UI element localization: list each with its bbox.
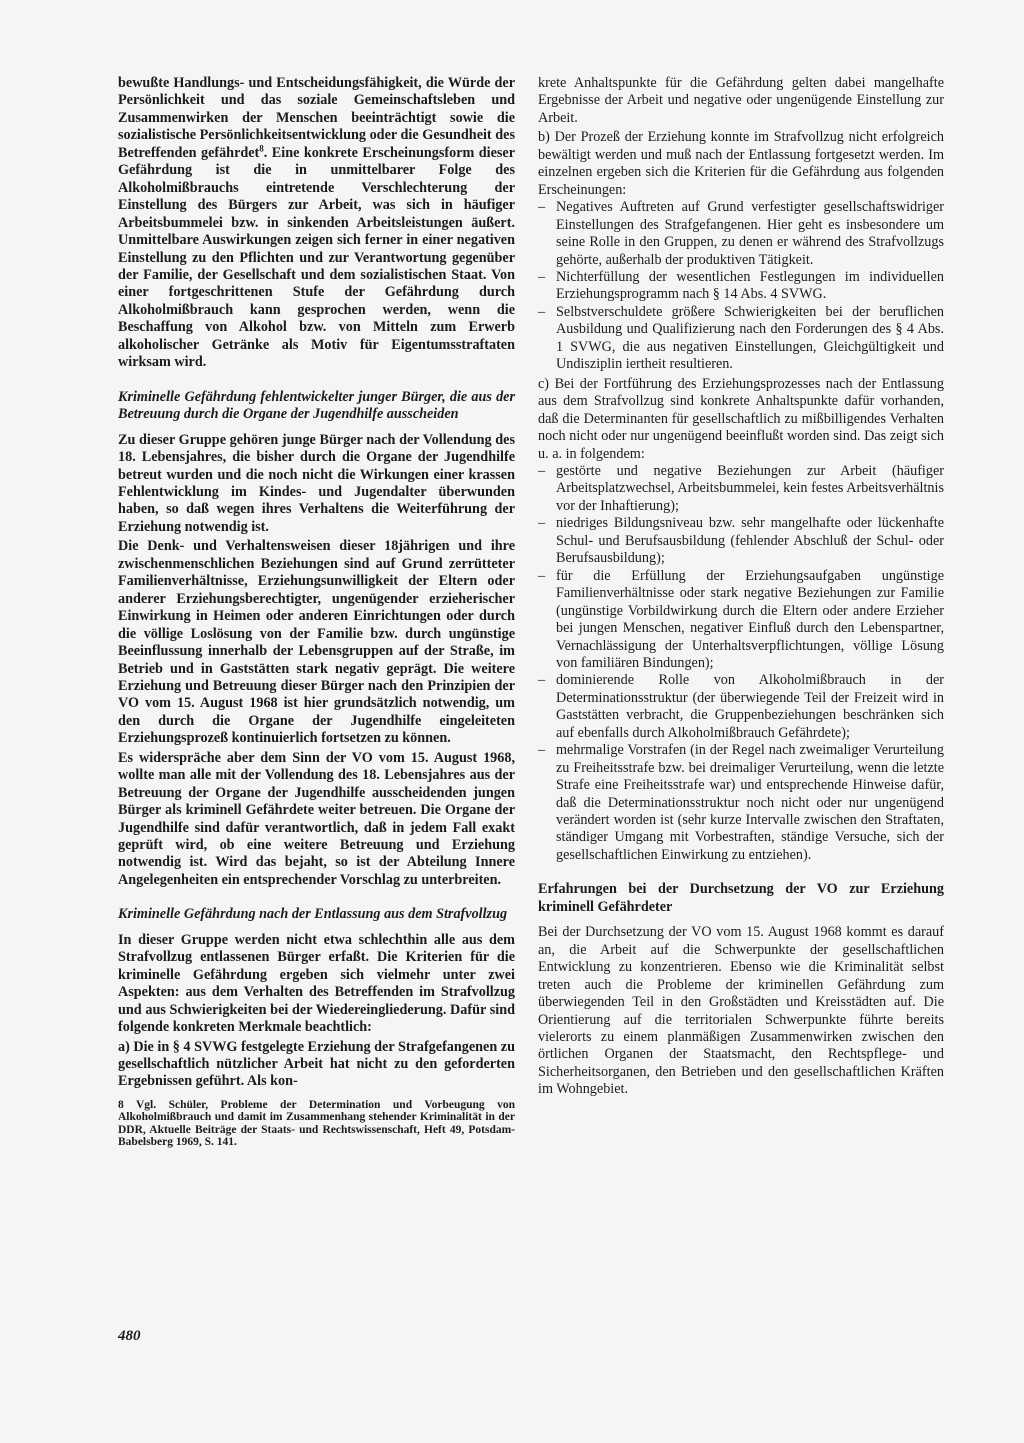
list-item-text: Negatives Auftreten auf Grund verfestigter gesellschaftswidriger Einstellungen des Strafgefangenen. Hier geht es insbesondere um seine Rolle in den Gruppen, zu denen er während des Strafvollzugs gehörte, außerhalb der produktiven Tätigkeit. [556, 199, 944, 268]
dash-bullet: – [538, 742, 546, 759]
left-paragraph-1 [118, 75, 515, 372]
left-column [118, 75, 515, 1149]
dash-bullet: – [538, 672, 546, 689]
left-paragraph-4: Es widerspräche aber dem Sinn der VO vom 15. August 1968, wollte man alle mit der Vollendung des 18. Lebensjahres aus der Betreuung der Organe der Jugendhilfe ausscheidenden jungen Bürger als kriminell Gefährdete weiter betreuen. Die Organe der Jugendhilfe sind dafür verantwortlich, daß in jedem Fall exakt geprüft wird, ob eine weitere Betreuung und Erziehung notwendig ist. Wird das bejaht, so ist der Abteilung Innere Angelegenheiten ein entsprechender Vorschlag zu unterbreiten. [118, 749, 515, 888]
list-item [538, 463, 944, 515]
list-item-text: mehrmalige Vorstrafen (in der Regel nach zweimaliger Verurteilung zu Freiheitsstrafe bzw. bei dreimaliger Verurteilung, wenn die letzte Strafe eine Freiheitsstrafe war) und entsprechende Hinweise dafür, daß die Determinationsstruktur noch nicht oder nur ungenügend verändert worden ist (sehr kurze Intervalle zwischen den Straftaten, ständiger Umgang mit Vorbestraften, ständige Versuche, sich der gesellschaftlichen Einwirkung zu entziehen). [556, 742, 944, 863]
list-item [538, 742, 944, 864]
list-item [538, 199, 944, 269]
dash-bullet: – [538, 268, 546, 285]
footnote-text: 8 Vgl. Schüler, Probleme der Determination und Vorbeugung von Alkoholmißbrauch und damit im Zusammenhang stehender Kriminalität in der DDR, Aktuelle Beiträge der Staats- und Rechtswissenschaft, Heft 49, Potsdam-Babelsberg 1969, S. 141. [118, 1098, 515, 1149]
right-paragraph-2: b) Der Prozeß der Erziehung konnte im Strafvollzug nicht erfolgreich bewältigt werden und muß nach der Entlassung fortgesetzt werden. Im einzelnen ergeben sich die Kriterien für die Gefährdung aus folgenden Erscheinungen: [538, 129, 944, 198]
footnote [118, 1099, 515, 1149]
right-column [538, 75, 944, 1099]
list-item-text: Selbstverschuldete größere Schwierigkeiten bei der beruflichen Ausbildung und Qualifizierung nach den Forderungen des § 4 Abs. 1 SVWG, die aus negativen Einstellungen, Gleichgültigkeit und Undisziplin iertheit resultieren. [556, 303, 944, 373]
list-item [538, 269, 944, 304]
dash-bullet: – [538, 515, 546, 532]
list-item [538, 304, 944, 374]
section-heading-youth: Kriminelle Gefährdung fehlentwickelter junger Bürger, die aus der Betreuung durch die Organe der Jugendhilfe ausscheiden [118, 388, 515, 423]
list-item-text: Nichterfüllung der wesentlichen Festlegungen im individuellen Erziehungsprogramm nach § 14 Abs. 4 SVWG. [556, 268, 944, 303]
dash-bullet: – [538, 303, 546, 320]
left-paragraph-1-text: bewußte Handlungs- und Entscheidungsfähigkeit, die Würde der Persönlichkeit und das soziale Gemeinschaftsleben und Zusammenwirken der Menschen beeinträchtigt sowie die sozialistische Persönlichkeitsentwicklung oder die Gesundheit des Betreffenden gefährdet [118, 75, 515, 161]
list-item [538, 672, 944, 742]
list-item-text: dominierende Rolle von Alkoholmißbrauch in der Determinationsstruktur (der überwiegende Teil der Freizeit wird in Gaststätten verbracht, die Gruppenbeziehungen beschränken sich auf ebenfalls durch Alkoholmißbrauch Gefährdete); [556, 672, 944, 741]
left-paragraph-3: Die Denk- und Verhaltensweisen dieser 18jährigen und ihre zwischenmenschlichen Beziehungen sind auf Grund zerrütteter Familienverhältnisse, Erziehungsunwilligkeit der Eltern oder anderer Erziehungsberechtigter, ungenügender erzieherischer Einwirkung in Heimen oder anderen Einrichtungen oder durch die völlige Loslösung von der Familie bzw. durch ungünstige Beeinflussung innerhalb der Lebensgruppen auf der Straße, im Betrieb und in Gaststätten stark negativ geprägt. Die weitere Erziehung und Betreuung dieser Bürger nach den Prinzipien der VO vom 15. August 1968 ist hier grundsätzlich notwendig, um den durch die Organe der Jugendhilfe eingeleiteten Erziehungsprozeß kontinuierlich fortsetzen zu können. [118, 538, 515, 747]
left-paragraph-6: a) Die in § 4 SVWG festgelegte Erziehung der Strafgefangenen zu gesellschaftlich nützlicher Arbeit hat nicht zu den geforderten Ergebnissen geführt. Als kon- [118, 1038, 515, 1090]
page-number: 480 [118, 1328, 141, 1344]
left-paragraph-2: Zu dieser Gruppe gehören junge Bürger nach der Vollendung des 18. Lebensjahres, die bisher durch die Organe der Jugendhilfe betreut wurden und die noch nicht die Wirkungen einer krassen Fehlentwicklung im Kindes- und Jugendalter überwunden haben, so daß wegen ihres Verhaltens die Weiterführung der Erziehung notwendig ist. [118, 431, 515, 535]
right-paragraph-3: c) Bei der Fortführung des Erziehungsprozesses nach der Entlassung aus dem Strafvollzug sind konkrete Anhaltspunkte dafür vorhanden, daß die Determinanten für gesellschaftlich zu mißbilligendes Verhalten noch nicht oder nur ungenügend beeinflußt worden sind. Das zeigt sich u. a. in folgendem: [538, 375, 944, 462]
right-paragraph-1: krete Anhaltspunkte für die Gefährdung gelten dabei mangelhafte Ergebnisse der Arbeit und negative oder ungenügende Einstellung zur Arbeit. [538, 75, 944, 126]
footnote-ref-8[interactable]: 8 [259, 143, 264, 154]
list-item-text: für die Erfüllung der Erziehungsaufgaben ungünstige Familienverhältnisse oder stark negative Beziehungen zur Familie (ungünstige Vorbildwirkung durch die Eltern oder andere Erzieher bei jungen Menschen, negativer Einfluß durch den Lebenspartner, Vernachlässigung der Unterhaltsverpflichtungen, völlige Lösung von familiären Bindungen); [556, 567, 944, 671]
section-heading-release: Kriminelle Gefährdung nach der Entlassung aus dem Strafvollzug [118, 906, 508, 923]
dash-bullet: – [538, 199, 546, 216]
section-heading-experience: Erfahrungen bei der Durchsetzung der VO zur Erziehung kriminell Gefährdeter [538, 881, 944, 915]
right-paragraph-4: Bei der Durchsetzung der VO vom 15. August 1968 kommt es darauf an, die Arbeit auf die Schwerpunkte der gesellschaftlichen Entwicklung zu konzentrieren. Ebenso wie die Kriminalität selbst treten auch die Probleme der kriminellen Gefährdung zum überwiegenden Teil in den Großstädten und Kreisstädten auf. Die Orientierung auf die territorialen Schwerpunkte führte bereits vielerorts zu einem planmäßigen Zusammenwirken zwischen den örtlichen Organen der Staatsmacht, den Rechtspflege- und Sicherheitsorganen, den Betrieben und den gesellschaftlichen Kräften im Wohngebiet. [538, 924, 944, 1098]
dash-bullet: – [538, 462, 546, 479]
list-item [538, 568, 944, 673]
dash-bullet: – [538, 567, 546, 584]
list-item [538, 515, 944, 567]
list-item-text: gestörte und negative Beziehungen zur Arbeit (häufiger Arbeitsplatzwechsel, Arbeitsbummelei, kein festes Arbeitsverhältnis vor der Inhaftierung); [556, 462, 944, 514]
list-item-text: niedriges Bildungsniveau bzw. sehr mangelhafte oder lückenhafte Schul- und Berufsausbildung (fehlender Abschluß der Schul- oder Berufsausbildung); [556, 515, 944, 567]
left-paragraph-1-rest: . Eine konkrete Erscheinungsform dieser Gefährdung ist die in unmittelbarer Folge des Alkoholmißbrauchs eintretende Verschlechterung der Einstellung des Bürgers zur Arbeit, was sich in häufiger Arbeitsbummelei bzw. in sinkenden Arbeitsleistungen äußert. Unmittelbare Auswirkungen zeigen sich ferner in einer negativen Einstellung zu den Pflichten und zur Verantwortung gegenüber der Familie, der Gesellschaft und dem sozialistischen Staat. Von einer fortgeschrittenen Stufe der Gefährdung durch Alkoholmißbrauch kann gesprochen werden, wenn die Beschaffung von Alkohol bzw. von Mitteln zum Erwerb alkoholischer Getränke als Motiv für Eigentumsstraftaten wirksam wird. [118, 144, 515, 371]
left-paragraph-5: In dieser Gruppe werden nicht etwa schlechthin alle aus dem Strafvollzug entlassenen Bürger erfaßt. Die Kriterien für die kriminelle Gefährdung ergeben sich vielmehr unter zwei Aspekten: aus dem Verhalten des Betreffenden im Strafvollzug und aus Schwierigkeiten bei der Wiedereingliederung. Dafür sind folgende konkreten Merkmale beachtlich: [118, 931, 515, 1036]
